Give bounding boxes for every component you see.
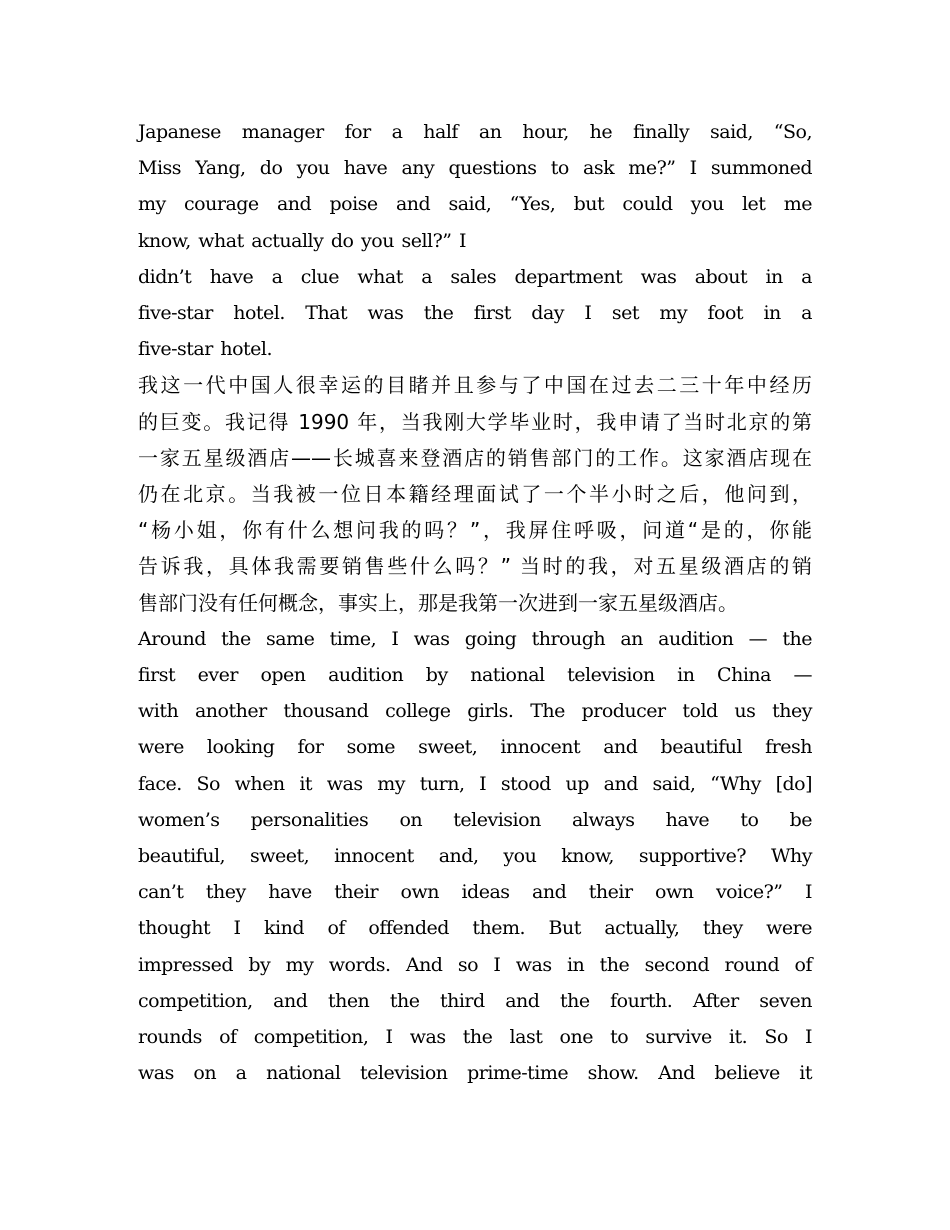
text-line: first ever open audition by national television in China — xyxy=(138,664,812,687)
text-line: 的巨变。我记得 1990 年，当我刚大学毕业时，我申请了当时北京的第 xyxy=(138,409,812,434)
text-line: 售部门没有任何概念，事实上，那是我第一次进到一家五星级酒店。 xyxy=(138,590,738,615)
text-line: thought I kind of offended them. But actually, they were xyxy=(138,917,812,940)
paragraph-interview-english xyxy=(138,114,812,259)
text-line: five-star hotel. That was the first day I set my foot in a xyxy=(138,302,812,325)
text-line: were looking for some sweet, innocent and beautiful fresh xyxy=(138,736,812,759)
paragraph-chinese-translation xyxy=(138,367,812,620)
text-line: Japanese manager for a half an hour, he finally said, “So, xyxy=(138,121,812,143)
text-line: Miss Yang, do you have any questions to ask me?” I summoned xyxy=(138,157,812,180)
text-line: face. So when it was my turn, I stood up and said, “Why [do] xyxy=(138,772,812,795)
text-line: didn’t have a clue what a sales department was about in a xyxy=(138,265,812,288)
document-page xyxy=(138,114,812,1091)
text-line: my courage and poise and said, “Yes, but could you let me xyxy=(138,193,812,216)
text-line: was on a national television prime-time show. And believe it xyxy=(138,1062,812,1085)
paragraph-audition-english xyxy=(138,621,812,1092)
text-line: 一家五星级酒店——长城喜来登酒店的销售部门的工作。这家酒店现在 xyxy=(138,445,812,470)
text-line: competition, and then the third and the fourth. After seven xyxy=(138,989,812,1012)
text-line: beautiful, sweet, innocent and, you know, supportive? Why xyxy=(138,845,812,868)
text-line: “杨小姐，你有什么想问我的吗？”，我屏住呼吸，问道“是的，你能 xyxy=(138,518,812,543)
text-line: impressed by my words. And so I was in the second round of xyxy=(138,953,812,976)
text-line: women’s personalities on television always have to be xyxy=(138,808,812,831)
text-line: 告诉我，具体我需要销售些什么吗？” 当时的我，对五星级酒店的销 xyxy=(138,554,812,579)
text-line: rounds of competition, I was the last one to survive it. So I xyxy=(138,1026,812,1049)
text-line: 我这一代中国人很幸运的目睹并且参与了中国在过去二三十年中经历 xyxy=(138,373,812,398)
text-line: 仍在北京。当我被一位日本籍经理面试了一个半小时之后，他问到， xyxy=(138,482,812,507)
paragraph-hotel-english xyxy=(138,259,812,368)
text-line: with another thousand college girls. The producer told us they xyxy=(138,700,812,723)
text-line: five-star hotel. xyxy=(138,338,273,361)
text-line: can’t they have their own ideas and their own voice?” I xyxy=(138,881,812,904)
text-line: know, what actually do you sell?” I xyxy=(138,229,467,252)
text-line: Around the same time, I was going through an audition — the xyxy=(138,627,812,650)
